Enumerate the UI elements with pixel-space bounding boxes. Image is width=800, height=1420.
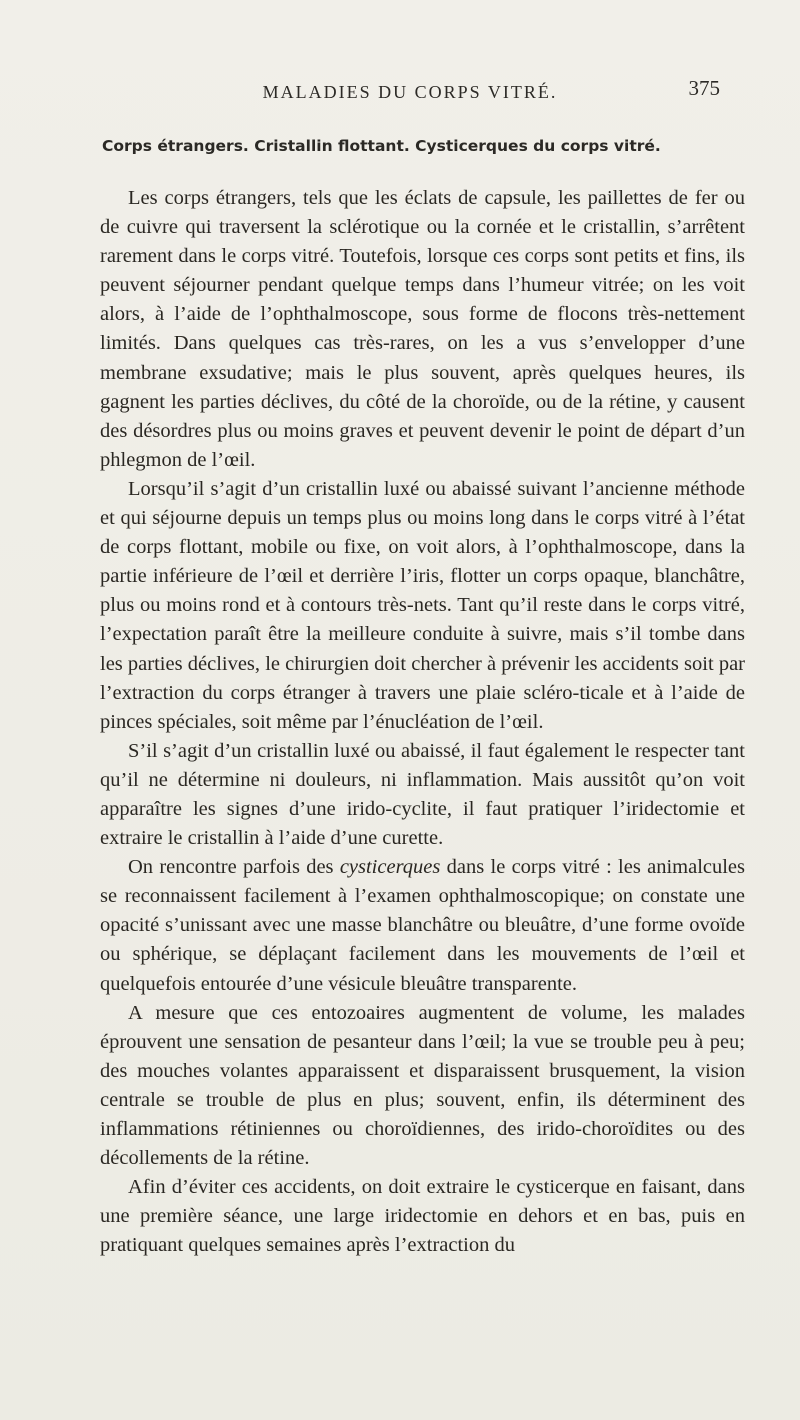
page-number: 375 (688, 76, 720, 100)
paragraph-floating-lens: Lorsqu’il s’agit d’un cristallin luxé ou abaissé suivant l’ancienne méthode et qui séjourne depuis un temps plus ou moins long dans le corps vitré à l’état de corps flottant, mobile ou fixe, on voit alors, à l’ophthalmoscope, dans la partie inférieure de l’œil et derrière l’iris, flotter un corps opaque, blanchâtre, plus ou moins rond et à contours très-nets. Tant qu’il reste dans le corps vitré, l’expectation paraît être la meilleure conduite à suivre, mais s’il tombe dans les parties déclives, le chirurgien doit chercher à prévenir les accidents soit par l’extraction du corps étranger à travers une plaie scléro-ticale et à l’aide de pinces spéciales, soit même par l’énucléation de l’œil. (100, 477, 745, 733)
paragraph-cysticercus (100, 853, 745, 998)
paragraph-foreign-bodies: Les corps étrangers, tels que les éclats de capsule, les paillettes de fer ou de cuivre qui traversent la sclérotique ou la cornée et le cristallin, s’arrêtent rarement dans le corps vitré. Toutefois, lorsque ces corps sont petits et fins, ils peuvent séjourner pendant quelque temps dans l’humeur vitrée; on les voit alors, à l’aide de l’ophthalmoscope, sous forme de flocons très-nettement limités. Dans quelques cas très-rares, on les a vus s’envelopper d’une membrane exsudative; mais le plus souvent, après quelques heures, ils gagnent les parties déclives, du côté de la choroïde, ou de la rétine, y causent des désordres plus ou moins graves et peuvent devenir le point de départ d’un phlegmon de l’œil. (100, 187, 745, 471)
section-title: Corps étrangers. Cristallin flottant. Cysticerques du corps vitré. (102, 137, 661, 155)
running-title: MALADIES DU CORPS VITRÉ. (262, 82, 558, 102)
paragraph-treatment: Afin d’éviter ces accidents, on doit extraire le cysticerque en faisant, dans une première séance, une large iridectomie en dehors et en bas, puis en pratiquant quelques semaines après l’extraction du (100, 1176, 745, 1257)
body-text (100, 184, 745, 1260)
cysticercus-description: dans le corps vitré : les animalcules se reconnaissent facilement à l’examen ophthalmoscopique; on constate une opacité s’unissant avec une masse blanchâtre ou bleuâtre, d’une forme ovoïde ou sphérique, se déplaçant facilement dans les mouvements de l’œil et quelquefois entourée d’une vésicule bleuâtre transparente. (100, 856, 746, 995)
paragraph-symptoms: A mesure que ces entozoaires augmentent de volume, les malades éprouvent une sensation de pesanteur dans l’œil; la vue se trouble peu à peu; des mouches volantes apparaissent et disparaissent brusquement, la vision centrale se trouble de plus en plus; souvent, enfin, ils déterminent des inflammations rétiniennes ou choroïdiennes, des irido-choroïdites ou des décollements de la rétine. (100, 1001, 745, 1170)
cysticercus-intro: On rencontre parfois des (128, 856, 340, 879)
paragraph-luxated-lens: S’il s’agit d’un cristallin luxé ou abaissé, il faut également le respecter tant qu’il ne détermine ni douleurs, ni inflammation. Mais aussitôt qu’on voit apparaître les signes d’une irido-cyclite, il faut pratiquer l’iridectomie et extraire le cristallin à l’aide d’une curette. (100, 739, 745, 850)
cysticercus-term: cysticerques (339, 856, 441, 879)
